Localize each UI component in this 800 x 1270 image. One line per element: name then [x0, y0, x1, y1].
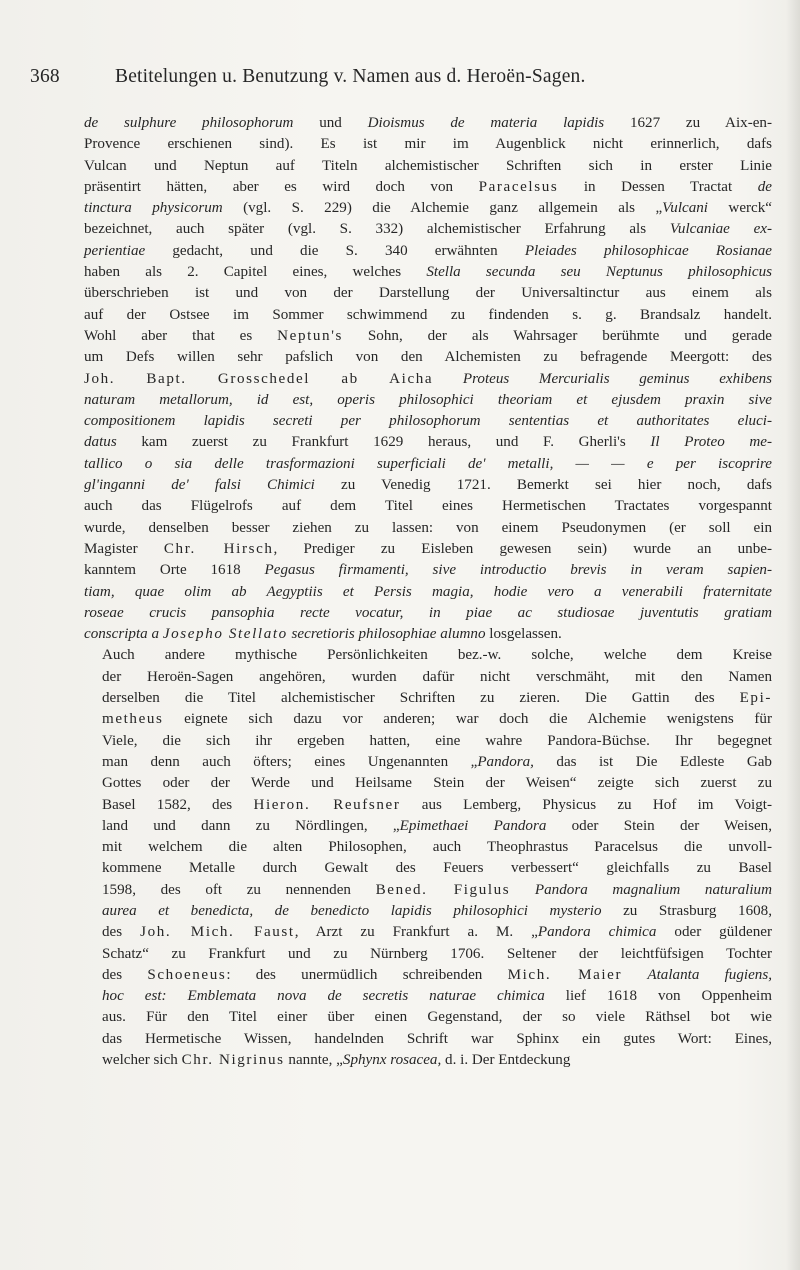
text-line — [84, 795, 772, 816]
text-segment: das ist Die Edleste Gab — [533, 753, 772, 770]
text-line — [84, 518, 772, 539]
paragraph — [84, 645, 772, 1071]
text-segment: conscripta a — [84, 626, 163, 643]
text-line — [84, 837, 772, 858]
text-segment: überschrieben ist und von der Darstellung der Universaltinctur aus einem als — [84, 285, 772, 302]
text-segment: Basel 1582, des — [102, 796, 254, 813]
text-segment: Dioismus de materia lapidis — [367, 115, 605, 131]
text-line — [84, 880, 772, 901]
text-segment: eignete sich dazu vor anderen; war doch die Alchemie wenigstens für — [163, 711, 772, 728]
text-line — [84, 816, 772, 837]
text-segment: kam zuerst zu Frankfurt 1629 heraus, und F. Gherli's — [116, 434, 651, 451]
text-segment: aus. Für den Titel einer über einen Gegenstand, der so viele Räthsel bot wie — [102, 1009, 772, 1026]
text-line — [84, 1050, 772, 1071]
text-line — [84, 369, 772, 390]
text-segment: 1598, des oft zu nennenden — [102, 881, 376, 898]
text-segment: Pandora, — [477, 753, 534, 770]
text-line — [84, 177, 772, 198]
text-segment: , Arzt zu Frankfurt a. M. „ — [294, 924, 538, 941]
text-segment — [433, 371, 463, 387]
text-line — [84, 1029, 772, 1050]
running-title: Betitelungen u. Benutzung v. Namen aus d. Heroën-Sagen. — [115, 66, 586, 87]
text-segment: perientiae — [84, 242, 146, 259]
text-segment: Viele, die sich ihr ergeben hatten, eine wahre Pandora-Büchse. Ihr begegnet — [102, 732, 772, 749]
text-segment: Vulcani — [662, 200, 708, 217]
text-segment: oder güldener — [656, 924, 772, 941]
text-segment: derselben die Titel alchemistischer Schriften zu zieren. Die Gattin des — [102, 690, 740, 707]
text-segment: de sulphure philosophorum — [84, 115, 294, 131]
text-segment: Mich. Maier — [507, 966, 623, 983]
text-line — [84, 496, 772, 517]
text-line — [84, 582, 772, 603]
text-line — [84, 986, 772, 1007]
text-line — [84, 539, 772, 560]
text-segment: das Hermetische Wissen, handelnden Schrift war Sphinx ein gutes Wort: Eines, — [102, 1030, 772, 1047]
text-line — [84, 752, 772, 773]
text-segment: zu Strasburg 1608, — [601, 902, 772, 919]
text-segment: wurde, denselben besser ziehen zu lassen: von einem Pseudonymen (er soll ein — [84, 519, 772, 536]
text-segment: (vgl. S. 229) die Alchemie ganz allgemein als „ — [222, 200, 663, 217]
text-line — [84, 241, 772, 262]
text-line — [84, 1007, 772, 1028]
text-segment: Epimethaei Pandora — [399, 817, 547, 834]
text-segment: aus Lemberg, Physicus zu Hof im Voigt- — [400, 796, 773, 813]
text-line — [84, 709, 772, 730]
text-segment: Chr. Hirsch — [163, 540, 274, 557]
text-segment: Schoeneus — [147, 966, 227, 983]
text-segment: Schatz“ zu Frankfurt und zu Nürnberg 1706. Seltener der leichtfüfsigen Tochter — [102, 945, 772, 962]
text-segment: compositionem lapidis secreti per philosophorum sententias et authoritates eluci- — [84, 413, 772, 430]
text-line — [84, 965, 772, 986]
text-line — [84, 283, 772, 304]
text-line — [84, 688, 772, 709]
text-segment: Pandora chimica — [537, 924, 657, 941]
text-segment: präsentirt hätten, aber es wird doch von — [84, 178, 479, 195]
text-segment: Atalanta fugiens, — [647, 966, 772, 983]
text-segment: gl'inganni de' falsi Chimici — [84, 477, 315, 494]
text-segment: werck“ — [708, 200, 772, 217]
text-line — [84, 645, 772, 666]
running-header — [30, 66, 770, 96]
text-line — [84, 134, 772, 155]
text-line — [84, 347, 772, 368]
text-line — [84, 858, 772, 879]
page-number: 368 — [30, 66, 60, 87]
text-line — [84, 219, 772, 240]
text-line — [84, 922, 772, 943]
text-segment: aurea et benedicta, de benedicto lapidis philosophici mysterio — [102, 902, 602, 919]
text-segment: Stella secunda seu Neptunus philosophicus — [426, 264, 772, 281]
text-segment: der Heroën-Sagen angehören, wurden dafür nicht verschmäht, mit den Namen — [102, 668, 772, 685]
text-line — [84, 560, 772, 581]
text-segment: bezeichnet, auch später (vgl. S. 332) alchemistischer Erfahrung als — [84, 221, 670, 238]
text-segment: metheus — [102, 711, 164, 728]
text-line — [84, 475, 772, 496]
text-line — [84, 731, 772, 752]
text-segment: auf der Ostsee im Sommer schwimmend zu findenden s. g. Brandsalz handelt. — [84, 306, 772, 323]
text-line — [84, 262, 772, 283]
text-segment: man denn auch öfters; eines Ungenannten „ — [102, 753, 478, 770]
text-segment: Sohn, der als Wahrsager berühmte und gerade — [343, 327, 772, 344]
text-line — [84, 326, 772, 347]
text-segment: : des unermüdlich schreibenden — [226, 966, 508, 983]
text-segment: de — [757, 178, 772, 195]
text-segment: Bened. Figulus — [375, 881, 511, 898]
text-segment: hoc est: Emblemata nova de secretis naturae chimica — [102, 988, 545, 1005]
text-segment: nannte, „ — [284, 1052, 343, 1069]
text-segment: Proteus Mercurialis geminus exhibens — [462, 370, 772, 387]
text-segment: des — [102, 966, 148, 983]
text-segment: land und dann zu Nördlingen, „ — [102, 817, 400, 834]
text-segment: oder Stein der Weisen, — [546, 817, 773, 834]
text-segment: Wohl aber that es — [84, 327, 278, 344]
text-line — [84, 113, 772, 134]
text-segment: Pegasus firmamenti, sive introductio brevis in veram sapien- — [264, 562, 772, 579]
text-segment: Vulcan und Neptun auf Titeln alchemistischer Schriften sich in erster Linie — [84, 157, 772, 174]
text-segment: Pandora magnalium naturalium — [534, 881, 772, 898]
text-line — [84, 305, 772, 326]
text-segment: Magister — [84, 540, 164, 557]
text-line — [84, 624, 772, 645]
text-segment: Paracelsus — [478, 178, 559, 195]
paragraph — [84, 113, 772, 645]
text-segment: Chr. Nigrinus — [181, 1052, 285, 1069]
text-segment: und — [293, 115, 368, 131]
text-segment: welcher sich — [102, 1052, 182, 1069]
text-line — [84, 390, 772, 411]
text-segment: Vulcaniae ex- — [669, 221, 773, 238]
text-segment: datus — [84, 434, 117, 451]
text-segment — [510, 882, 535, 898]
text-line — [84, 603, 772, 624]
text-segment: tiam, quae olim ab Aegyptiis et Persis magia, hodie vero a venerabili fraternitate — [84, 583, 772, 600]
body-text — [84, 113, 772, 1071]
text-line — [84, 773, 772, 794]
text-segment: naturam metallorum, id est, operis philosophici theoriam et ejusdem praxin sive — [84, 391, 772, 408]
text-segment: Neptun's — [277, 327, 343, 344]
text-segment: losgelassen. — [485, 626, 562, 643]
text-line — [84, 432, 772, 453]
text-line — [84, 667, 772, 688]
text-segment: , Prediger zu Eisleben gewesen sein) wurde an unbe- — [273, 540, 772, 557]
text-segment: Epi- — [739, 690, 772, 707]
text-segment: in Dessen Tractat — [558, 178, 758, 195]
text-segment: Josepho Stellato — [162, 626, 288, 643]
text-segment: um Defs willen sehr pafslich von den Alchemisten zu befragende Meergott: des — [84, 349, 772, 366]
text-line — [84, 944, 772, 965]
text-segment: Joh. Bapt. Grosschedel ab Aicha — [84, 370, 434, 387]
text-segment: auch das Flügelrofs auf dem Titel eines Hermetischen Tractates vorgespannt — [84, 498, 772, 515]
text-line — [84, 156, 772, 177]
text-segment: 1627 zu Aix-en- — [604, 115, 772, 131]
text-segment: kanntem Orte 1618 — [84, 562, 265, 579]
text-segment: Auch andere mythische Persönlichkeiten bez.-w. solche, welche dem Kreise — [102, 647, 772, 664]
text-segment: zu Venedig 1721. Bemerkt sei hier noch, dafs — [314, 477, 772, 494]
text-segment: lief 1618 von Oppenheim — [544, 988, 772, 1005]
text-segment: mit welchem die alten Philosophen, auch Theophrastus Paracelsus die unvoll- — [102, 839, 772, 856]
text-segment: Hieron. Reufsner — [253, 796, 401, 813]
text-segment: Joh. Mich. Faust — [140, 924, 295, 941]
text-segment: tallico o sia delle trasformazioni superficiali de' metalli, — — e per iscoprire — [84, 455, 772, 472]
text-segment: tinctura physicorum — [84, 200, 223, 217]
text-segment: roseae crucis pansophia recte vocatur, in piae ac studiosae juventutis gratiam — [84, 604, 772, 621]
text-segment: kommene Metalle durch Gewalt des Feuers verbessert“ gleichfalls zu Basel — [102, 860, 772, 877]
text-segment — [622, 967, 647, 983]
text-segment: Pleiades philosophicae Rosianae — [524, 242, 772, 259]
text-segment: Provence erschienen sind). Es ist mir im Augenblick nicht erinnerlich, dafs — [84, 136, 772, 153]
text-line — [84, 454, 772, 475]
text-segment: gedacht, und die S. 340 erwähnten — [145, 242, 525, 259]
text-segment: d. i. Der Entdeckung — [441, 1052, 571, 1069]
text-segment: secretioris philosophiae alumno — [287, 626, 486, 643]
text-segment: Il Proteo me- — [650, 434, 772, 451]
page-edge-shadow — [786, 0, 800, 1270]
text-segment: Sphynx rosacea, — [342, 1052, 442, 1069]
text-line — [84, 198, 772, 219]
text-line — [84, 411, 772, 432]
text-segment: des — [102, 924, 141, 941]
text-segment: haben als 2. Capitel eines, welches — [84, 264, 427, 281]
text-line — [84, 901, 772, 922]
text-segment: Gottes oder der Werde und Heilsame Stein der Weisen“ zeigte sich zuerst zu — [102, 775, 772, 792]
